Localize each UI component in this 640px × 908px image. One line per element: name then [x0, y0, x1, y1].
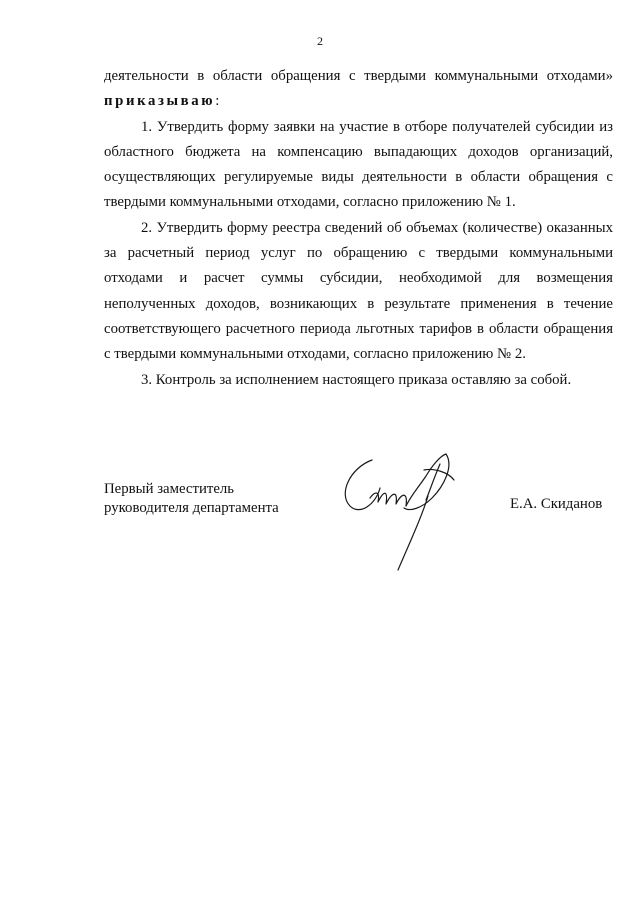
page-number: 2 — [317, 34, 323, 48]
order-word: приказываю — [104, 93, 216, 110]
order-item-3: 3. Контроль за исполнением настоящего приказа оставляю за собой. — [141, 371, 572, 388]
order-colon: : — [215, 93, 220, 110]
signer-position — [104, 480, 279, 518]
signer-name: Е.А. Скиданов — [510, 496, 603, 512]
handwritten-signature — [336, 446, 476, 586]
order-item-1: 1. Утвердить форму заявки на участие в отборе получателей субсидии из областного бюджета на компенсацию выпадающих доходов организаций, осуществляющих регулируемые виды деятельности в области обращения с твердыми коммунальными отходами, согласно приложению № 1. — [104, 118, 613, 211]
signer-position-line-2: руководителя департамента — [104, 500, 279, 516]
signer-position-line-1: Первый заместитель — [104, 481, 235, 497]
continuation-line: деятельности в области обращения с твердыми коммунальными отходами» — [104, 68, 613, 84]
document-body — [104, 64, 613, 393]
order-item-2: 2. Утвердить форму реестра сведений об объемах (количестве) оказанных за расчетный период услуг по обращению с твердыми коммунальными отходами и расчет суммы субсидии, необходимой для возмещения неполученных доходов, возникающих в результате применения в течение соответствующего расчетного периода льготных тарифов в области обращения с твердыми коммунальными отходами, согласно приложению № 2. — [104, 219, 613, 363]
order-line — [104, 89, 613, 114]
